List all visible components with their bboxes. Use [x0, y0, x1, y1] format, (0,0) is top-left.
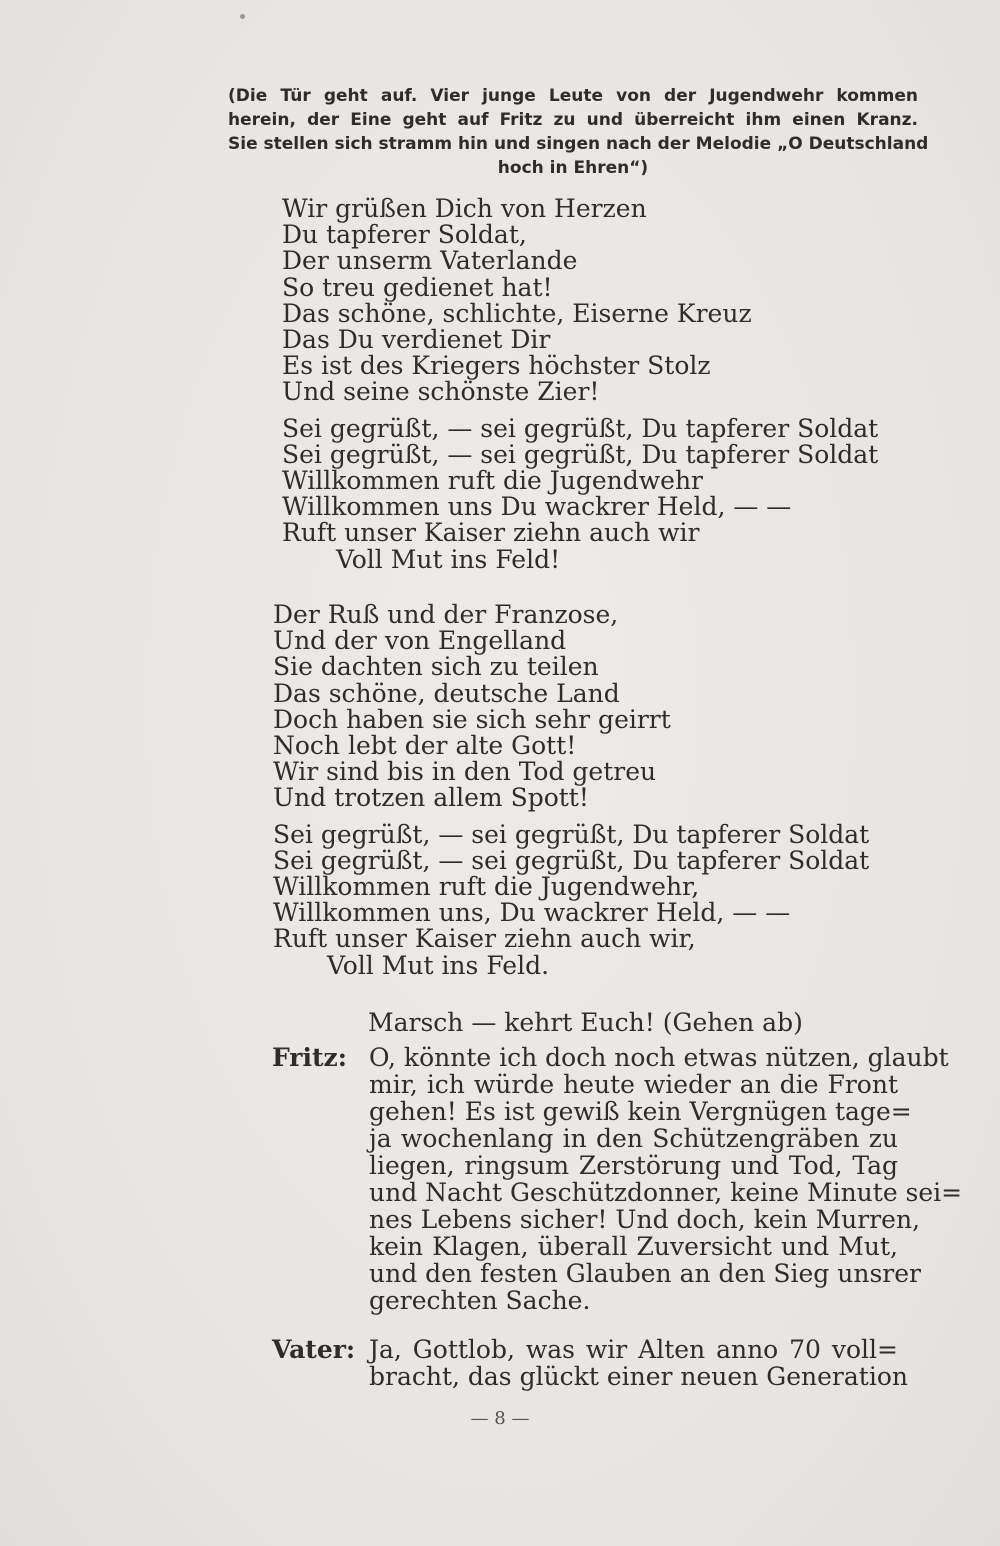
verse-line: Das schöne, schlichte, Eiserne Kreuz: [282, 298, 752, 328]
verse-line: Sie dachten sich zu teilen: [273, 652, 599, 682]
refrain-line: Sei gegrüßt, — sei gegrüßt, Du tapferer Soldat: [282, 413, 879, 443]
verse-line: Du tapferer Soldat,: [282, 220, 527, 250]
speech-line: gehen! Es ist gewiß kein Vergnügen tage=: [369, 1097, 912, 1126]
refrain-line: Willkommen ruft die Jugendwehr: [282, 466, 704, 496]
refrain-line: Ruft unser Kaiser ziehn auch wir: [282, 518, 700, 548]
speech-line: gerechten Sache.: [369, 1286, 591, 1315]
speech-text: [369, 1335, 908, 1391]
verse-line: Und der von Engelland: [273, 626, 567, 656]
verse-line: Wir sind bis in den Tod getreu: [273, 757, 657, 787]
speech-line: Ja, Gottlob, was wir Alten anno 70 voll=: [369, 1335, 898, 1364]
speech-line: nes Lebens sicher! Und doch, kein Murren,: [369, 1205, 921, 1234]
refrain-line: Ruft unser Kaiser ziehn auch wir,: [273, 924, 696, 954]
speech-line: O, könnte ich doch noch etwas nützen, glaubt: [369, 1043, 949, 1072]
verse-line: Noch lebt der alte Gott!: [273, 731, 577, 761]
speaker-name: Fritz:: [272, 1043, 347, 1072]
paper-speck: [240, 14, 245, 19]
speaker-name: Vater:: [272, 1335, 356, 1364]
verse-line: So treu gedienet hat!: [282, 272, 553, 302]
refrain-line: Willkommen uns, Du wackrer Held, — —: [273, 898, 791, 928]
refrain-line: Sei gegrüßt, — sei gegrüßt, Du tapferer Soldat: [273, 819, 870, 849]
speech-line: und Nacht Geschützdonner, keine Minute sei=: [369, 1178, 963, 1207]
refrain-line: Voll Mut ins Feld.: [327, 950, 550, 980]
speech-line: kein Klagen, überall Zuversicht und Mut,: [369, 1232, 898, 1261]
exit-direction: Marsch — kehrt Euch! (Gehen ab): [368, 1008, 803, 1037]
stage-direction-line: hoch in Ehren“): [497, 158, 649, 178]
verse-line: Doch haben sie sich sehr geirrt: [273, 704, 671, 734]
refrain-line: Voll Mut ins Feld!: [336, 544, 561, 574]
refrain-line: Sei gegrüßt, — sei gegrüßt, Du tapferer Soldat: [282, 439, 879, 469]
verse-line: Es ist des Kriegers höchster Stolz: [282, 351, 711, 381]
speech-line: bracht, das glückt einer neuen Generation: [369, 1362, 908, 1391]
speech-line: mir, ich würde heute wieder an die Front: [369, 1070, 898, 1099]
verse-line: Das Du verdienet Dir: [282, 325, 551, 355]
verse-line: Und trotzen allem Spott!: [273, 783, 589, 813]
page-number: — 8 —: [470, 1408, 530, 1429]
refrain-line: Sei gegrüßt, — sei gegrüßt, Du tapferer Soldat: [273, 845, 870, 875]
verse-line: Der Ruß und der Franzose,: [273, 600, 619, 629]
song-stanza-2: [273, 602, 869, 979]
song-stanza-1: [282, 196, 878, 573]
speech-vater: [272, 1335, 908, 1391]
speech-line: liegen, ringsum Zerstörung und Tod, Tag: [369, 1151, 898, 1180]
verse-line: Und seine schönste Zier!: [282, 377, 600, 407]
speech-text: [369, 1043, 963, 1315]
refrain-line: Willkommen uns Du wackrer Held, — —: [282, 492, 792, 522]
speech-line: ja wochenlang in den Schützengräben zu: [369, 1124, 898, 1153]
stage-direction-line: herein, der Eine geht auf Fritz zu und überreicht ihm einen Kranz.: [228, 110, 918, 130]
verse-line: Der unserm Vaterlande: [282, 246, 578, 276]
stage-direction-line: Sie stellen sich stramm hin und singen nach der Melodie „O Deutschland: [228, 134, 929, 154]
stage-direction-line: (Die Tür geht auf. Vier junge Leute von der Jugendwehr kommen: [228, 86, 918, 106]
speech-line: und den festen Glauben an den Sieg unsrer: [369, 1259, 921, 1288]
verse-line: Wir grüßen Dich von Herzen: [282, 194, 647, 223]
refrain-line: Willkommen ruft die Jugendwehr,: [273, 872, 700, 902]
verse-line: Das schöne, deutsche Land: [273, 678, 620, 708]
speech-fritz: [272, 1043, 963, 1315]
stage-direction: [228, 84, 929, 180]
